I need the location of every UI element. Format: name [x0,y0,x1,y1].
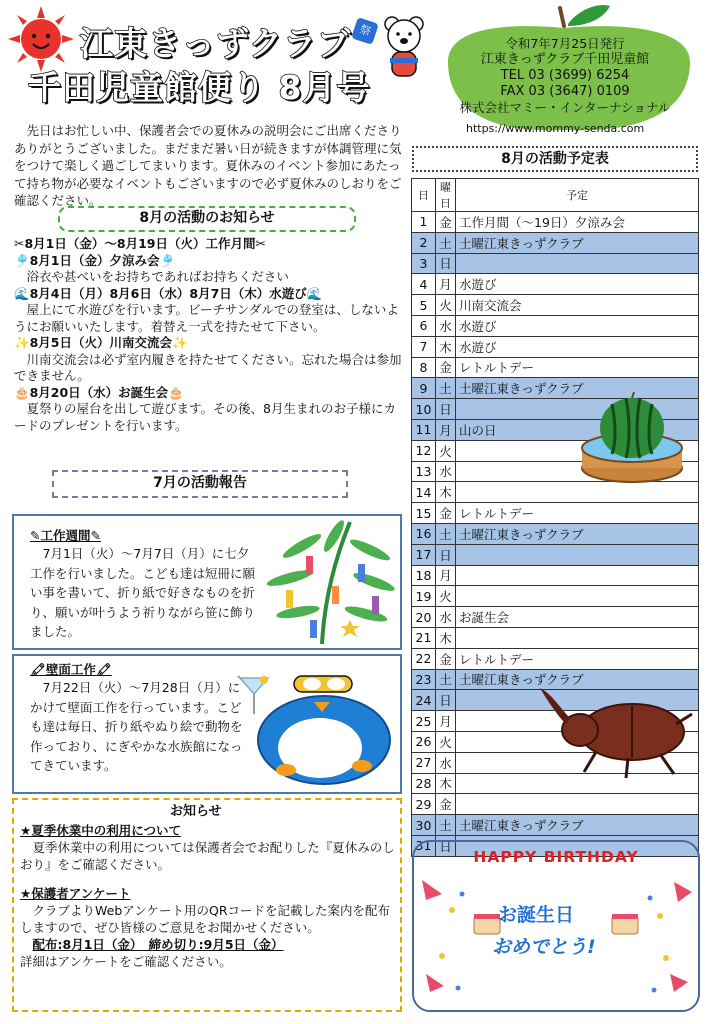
cake-icon: 🎂 [168,384,184,400]
notice-birthday-body: 夏祭りの屋台を出して遊びます。その後、8月生まれのお子様にカードのプレゼントを行います。 [14,401,396,433]
schedule-day-cell: 20 [412,607,436,628]
schedule-day-cell: 30 [412,815,436,836]
august-notices [14,236,406,434]
announcement-body [20,822,398,970]
schedule-plan-cell: お誕生会 [456,607,699,628]
schedule-plan-cell [456,544,699,565]
organization-name: 江東きっずクラブ千田児童館 [480,52,650,67]
schedule-weekday-cell: 月 [436,565,456,586]
schedule-row [412,336,699,357]
festival-fan-icon: 祭 [351,17,379,45]
craft-week-title: ✎工作週間✎ [30,528,101,543]
schedule-weekday-cell: 土 [436,232,456,253]
schedule-plan-cell: レトルトデー [456,503,699,524]
survey-dates: 配布:8月1日（金） 締め切り:9月5日（金） [32,937,284,952]
schedule-weekday-cell: 木 [436,482,456,503]
schedule-plan-cell: 水遊び [456,274,699,295]
schedule-plan-cell [456,627,699,648]
schedule-day-cell: 2 [412,232,436,253]
schedule-row [412,586,699,607]
col-plan: 予定 [456,179,699,212]
schedule-row [412,212,699,233]
tel-number: TEL 03 (3699) 6254 [500,68,630,83]
schedule-weekday-cell: 水 [436,461,456,482]
intro-paragraph: 先日はお忙しい中、保護者会での夏休みの説明会にご出席くださりありがとうございました。まだまだ暑い日が続きますが体調管理に気をつけて楽しく過ごしてまいります。夏休みのイベント参加にあたって持ち物が必要なイベントもございますので必ず夏休みのしおりをご確認ください。 [14,123,402,209]
schedule-day-cell: 16 [412,523,436,544]
schedule-day-cell: 23 [412,669,436,690]
schedule-weekday-cell: 金 [436,503,456,524]
schedule-weekday-cell: 月 [436,711,456,732]
schedule-weekday-cell: 金 [436,648,456,669]
happy-birthday-title: HAPPY BIRTHDAY [473,848,639,866]
schedule-plan-cell: 土曜江東きっずクラブ [456,523,699,544]
schedule-weekday-cell: 金 [436,212,456,233]
water-icon: 🌊 [306,285,323,301]
schedule-row [412,565,699,586]
schedule-row [412,544,699,565]
schedule-plan-cell: 工作月間（～19日）夕涼み会 [456,212,699,233]
schedule-day-cell: 18 [412,565,436,586]
schedule-day-cell: 8 [412,357,436,378]
summer-use-text: 夏季休業中の利用については保護者会でお配りした『夏休みのしおり』をご確認ください。 [20,840,395,872]
newsletter-title-line2: 千田児童館便り 8月号 [28,68,371,107]
wind-chime-icon: 🎐 [159,252,176,268]
schedule-day-cell: 11 [412,419,436,440]
schedule-plan-cell [456,794,699,815]
notice-birthday-title: 8月20日（水）お誕生会 [29,384,169,400]
schedule-weekday-cell: 火 [436,440,456,461]
schedule-row [412,274,699,295]
water-icon: 🌊 [14,285,30,301]
craft-week-text: 7月1日（火）～7月7日（月）に七夕工作を行いました。こども達は短冊に願い事を書いて、折り紙で好きなものを折り、願いが叶うよう祈りながら笹に飾りました。 [30,546,256,639]
schedule-row [412,815,699,836]
notice-exchange-body: 川南交流会は必ず室内履きを持たせてください。忘れた場合は参加できません。 [14,351,402,383]
schedule-weekday-cell: 月 [436,274,456,295]
survey-heading: ★保護者アンケート [20,886,131,901]
schedule-weekday-cell: 日 [436,399,456,420]
schedule-plan-cell: レトルトデー [456,648,699,669]
birthday-message-line1: お誕生日 [498,904,575,926]
penguin-illustration [232,662,396,788]
schedule-weekday-cell: 木 [436,336,456,357]
schedule-plan-cell: 川南交流会 [456,295,699,316]
schedule-weekday-cell: 日 [436,690,456,711]
website-link[interactable]: https://www.mommy-senda.com [466,122,645,135]
schedule-weekday-cell: 金 [436,794,456,815]
schedule-header-row [412,179,699,212]
wind-chime-icon: 🎐 [14,252,30,268]
sparkle-icon: ✨ [171,335,188,350]
schedule-weekday-cell: 水 [436,315,456,336]
schedule-row [412,357,699,378]
beetle-illustration [536,684,696,780]
watermelon-tub-illustration [576,390,686,486]
schedule-weekday-cell: 土 [436,815,456,836]
notice-water-play-title: 8月4日（月）8月6日（水）8月7日（木）水遊び [29,285,307,301]
schedule-plan-cell [456,586,699,607]
schedule-day-cell: 29 [412,794,436,815]
schedule-weekday-cell: 火 [436,586,456,607]
schedule-row [412,794,699,815]
schedule-day-cell: 26 [412,731,436,752]
announcement-title: お知らせ [170,804,222,819]
schedule-row [412,523,699,544]
schedule-plan-cell: 土曜江東きっずクラブ [456,232,699,253]
schedule-weekday-cell: 土 [436,669,456,690]
schedule-weekday-cell: 日 [436,544,456,565]
schedule-plan-cell: 土曜江東きっずクラブ [456,669,699,690]
wall-craft-title: 🖍壁面工作🖍 [30,662,112,677]
schedule-heading: 8月の活動予定表 [412,146,698,172]
schedule-day-cell: 14 [412,482,436,503]
schedule-day-cell: 31 [412,835,436,856]
notice-evening-party-title: 8月1日（金）夕涼み会 [29,252,160,268]
schedule-weekday-cell: 火 [436,731,456,752]
schedule-weekday-cell: 火 [436,295,456,316]
schedule-plan-cell: 山の日 [456,419,699,440]
schedule-weekday-cell: 金 [436,357,456,378]
summer-use-heading: ★夏季休業中の利用について [20,823,181,838]
schedule-day-cell: 12 [412,440,436,461]
july-report-heading: 7月の活動報告 [52,470,348,498]
schedule-plan-cell: レトルトデー [456,357,699,378]
notice-evening-party-body: 浴衣や甚べいをお持ちであればお持ちください [26,269,289,284]
schedule-day-cell: 21 [412,627,436,648]
schedule-day-cell: 25 [412,711,436,732]
schedule-row [412,232,699,253]
schedule-day-cell: 17 [412,544,436,565]
tanabata-bamboo-illustration [262,516,400,648]
schedule-plan-cell: 土曜江東きっずクラブ [456,815,699,836]
notice-water-play-body: 屋上にて水遊びを行います。ビーチサンダルでの登室は、しないようにお願いいたします。着替え一式を持たせて下さい。 [14,302,399,334]
wall-craft-text: 7月22日（火）～7月28日（月）にかけて壁面工作を行っています。こども達は毎日、折り紙やぬり絵で動物を作っており、にぎやかな水族館になってきています。 [30,680,243,773]
schedule-plan-cell [456,253,699,274]
birthday-message-line2: おめでとう! [492,936,596,958]
schedule-day-cell: 5 [412,295,436,316]
schedule-weekday-cell: 水 [436,607,456,628]
schedule-day-cell: 1 [412,212,436,233]
newsletter-title-line1: 江東きっずクラブ [80,24,352,63]
schedule-day-cell: 24 [412,690,436,711]
schedule-row [412,253,699,274]
col-weekday: 曜日 [436,179,456,212]
schedule-row [412,503,699,524]
col-day: 日 [412,179,436,212]
schedule-weekday-cell: 日 [436,835,456,856]
schedule-plan-cell: 水遊び [456,336,699,357]
notice-craft-month-title: ✂8月1日（金）～8月19日（火）工作月間✂ [14,236,266,251]
schedule-weekday-cell: 木 [436,627,456,648]
schedule-day-cell: 9 [412,378,436,399]
schedule-plan-cell: 土曜江東きっずクラブ [456,378,699,399]
schedule-day-cell: 19 [412,586,436,607]
schedule-day-cell: 15 [412,503,436,524]
issuer-info [450,36,680,116]
schedule-day-cell: 27 [412,752,436,773]
fax-number: FAX 03 (3647) 0109 [500,84,630,99]
schedule-day-cell: 7 [412,336,436,357]
issue-date: 令和7年7月25日発行 [505,36,625,51]
schedule-day-cell: 28 [412,773,436,794]
schedule-weekday-cell: 水 [436,752,456,773]
schedule-weekday-cell: 土 [436,523,456,544]
schedule-day-cell: 13 [412,461,436,482]
schedule-row [412,295,699,316]
schedule-day-cell: 6 [412,315,436,336]
schedule-row [412,627,699,648]
schedule-row [412,315,699,336]
august-notice-heading: 8月の活動のお知らせ [58,206,356,232]
schedule-day-cell: 4 [412,274,436,295]
schedule-day-cell: 10 [412,399,436,420]
bear-mascot-icon [378,10,430,82]
notice-exchange-title: 8月5日（火）川南交流会 [29,335,172,350]
schedule-plan-cell [456,565,699,586]
schedule-day-cell: 3 [412,253,436,274]
cake-icon: 🎂 [14,384,30,400]
survey-text: クラブよりWebアンケート用のQRコードを記載した案内を配布しますので、ぜひ皆様のご意見をお聞かせください。 [20,903,391,935]
company-name: 株式会社マミー・インターナショナル [459,100,671,115]
schedule-row [412,607,699,628]
schedule-weekday-cell: 月 [436,419,456,440]
survey-footer: 詳細はアンケートをご確認ください。 [20,954,232,969]
schedule-plan-cell: 水遊び [456,315,699,336]
schedule-day-cell: 22 [412,648,436,669]
schedule-weekday-cell: 木 [436,773,456,794]
schedule-row [412,648,699,669]
schedule-weekday-cell: 土 [436,378,456,399]
schedule-weekday-cell: 日 [436,253,456,274]
sparkle-icon: ✨ [14,335,30,350]
